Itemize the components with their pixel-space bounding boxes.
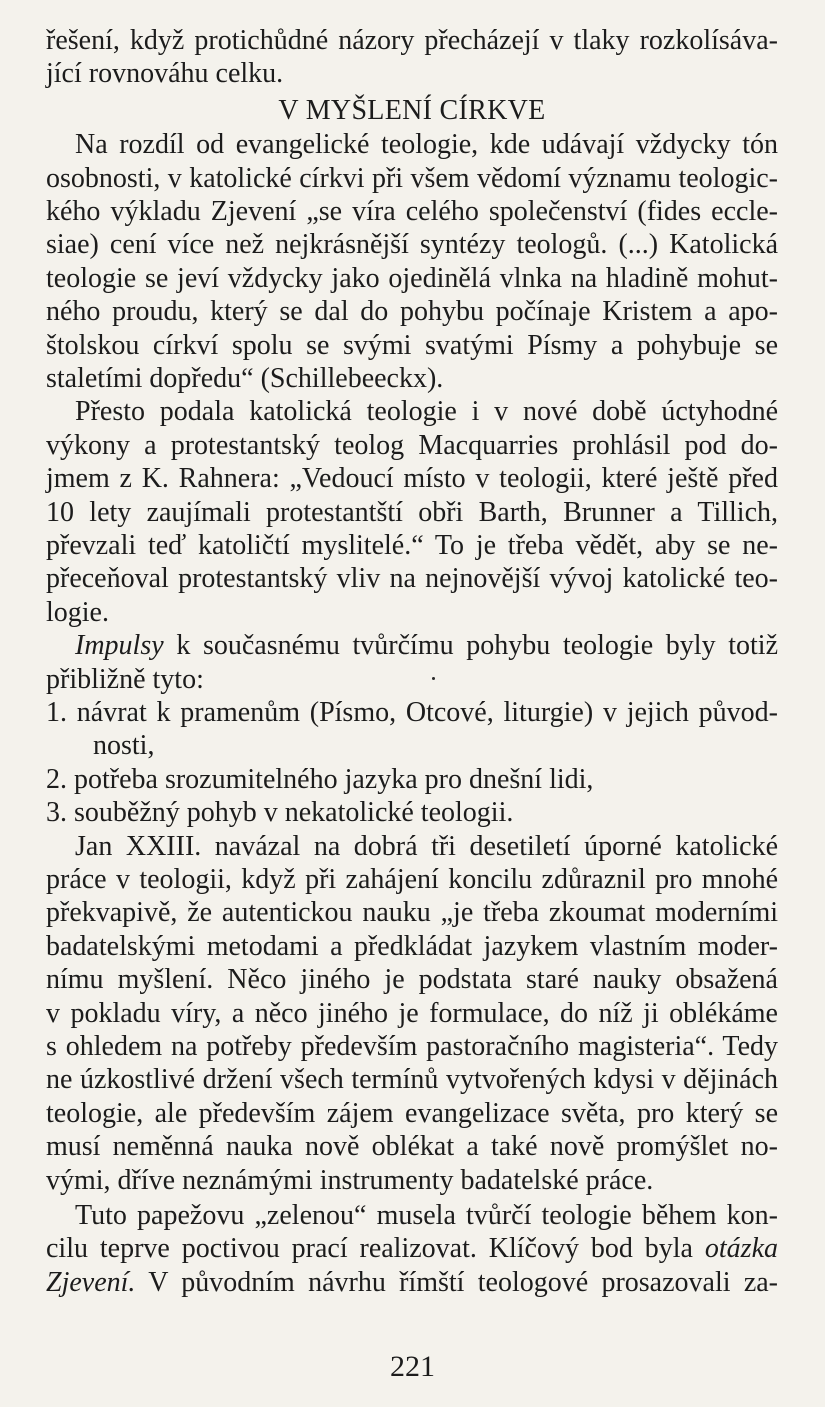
text-line: převzali teď katoličtí myslitelé.“ To je třeba vědět, aby se ne- — [46, 530, 778, 561]
text-line — [75, 1199, 778, 1232]
text-line: překvapivě, že autentickou nauku „je třeba zkoumat moderními — [46, 897, 778, 929]
page-number: 221 — [390, 1350, 435, 1383]
text-line: s ohledem na potřeby především pastoračního magisteria“. Tedy — [46, 1031, 778, 1062]
text-line: ného proudu, který se dal do pohybu počínaje Kristem a apo- — [46, 296, 778, 328]
text-span: cilu teprve poctivou prací realizovat. Klíčový bod byla — [46, 1233, 705, 1265]
text-line: Jan XXIII. navázal na dobrá tři desetiletí úporné katolické — [75, 830, 778, 862]
list-item-continuation: nosti, — [93, 730, 155, 762]
text-line: badatelskými metodami a předkládat jazykem vlastním moder- — [46, 930, 778, 962]
list-item: 1. návrat k pramenům (Písmo, Otcové, liturgie) v jejich původ- — [46, 697, 778, 728]
text-line: Přesto podala katolická teologie i v nové době úctyhodné — [75, 396, 778, 428]
text-line: staletími dopředu“ (Schillebeeckx). — [46, 363, 444, 394]
text-line: 10 lety zaujímali protestantští obři Barth, Brunner a Tillich, — [46, 496, 778, 528]
text-line: kého výkladu Zjevení „se víra celého společenství (fides eccle- — [46, 196, 778, 227]
list-item: 2. potřeba srozumitelného jazyka pro dnešní lidi, — [46, 763, 594, 795]
text-line: musí neměnná nauka nově oblékat a také nově promýšlet no- — [46, 1131, 778, 1163]
text-line: nímu myšlení. Něco jiného je podstata staré nauky obsažená — [46, 964, 778, 996]
text-line: přibližně tyto: — [46, 663, 204, 695]
list-item: 3. souběžný pohyb v nekatolické teologii. — [46, 797, 514, 829]
text-line: výkony a protestantský teolog Macquarries prohlásil pod do- — [46, 429, 778, 461]
text-line: jící rovnováhu celku. — [46, 58, 284, 90]
italic-term: otázka — [704, 1233, 778, 1265]
text-line: Na rozdíl od evangelické teologie, kde udávají vždycky tón — [75, 129, 778, 161]
text-line: siae) cení více než nejkrásnější syntézy teologů. (...) Katolická — [46, 229, 778, 261]
text-span: Tuto papežovu „zelenou“ musela tvůrčí teologie během kon- — [75, 1200, 778, 1231]
text-line: řešení, když protichůdné názory přecházejí v tlaky rozkolísáva- — [46, 25, 778, 56]
text-line — [46, 1232, 778, 1265]
text-line: v pokladu víry, a něco jiného je formulace, do níž ji oblékáme — [46, 997, 778, 1029]
text-line: přeceňoval protestantský vliv na nejnovější vývoj katolické teo- — [46, 563, 778, 595]
italic-term: Zjevení. — [46, 1266, 136, 1298]
text-line: ne úzkostlivé držení všech termínů vytvořených kdysi v dějinách — [46, 1064, 778, 1096]
text-line: osobnosti, v katolické církvi při všem vědomí významu teologic- — [46, 162, 778, 194]
text-line: práce v teologii, když při zahájení koncilu zdůraznil pro mnohé — [46, 864, 778, 895]
italic-term: Impulsy — [75, 630, 164, 662]
text-line: teologie, ale především zájem evangelizace světa, pro který se — [46, 1097, 778, 1129]
text-line: štolskou církví spolu se svými svatými Písmy a pohybuje se — [46, 329, 778, 361]
text-line: teologie se jeví vždycky jako ojedinělá vlnka na hladině mohut- — [46, 262, 778, 294]
text-line: vými, dříve neznámými instrumenty badatelské práce. — [46, 1164, 654, 1196]
text-line — [46, 1266, 778, 1299]
section-heading: V MYŠLENÍ CÍRKVE — [278, 94, 546, 126]
text-span: V původním návrhu římští teologové prosazovali za- — [135, 1266, 778, 1298]
text-line: jmem z K. Rahnera: „Vedoucí místo v teologii, které ještě před — [46, 463, 778, 495]
scan-speck — [432, 677, 435, 680]
text-line — [75, 629, 778, 662]
text-line: logie. — [46, 596, 109, 628]
text-span: k současnému tvůrčímu pohybu teologie byly totiž — [163, 630, 778, 662]
